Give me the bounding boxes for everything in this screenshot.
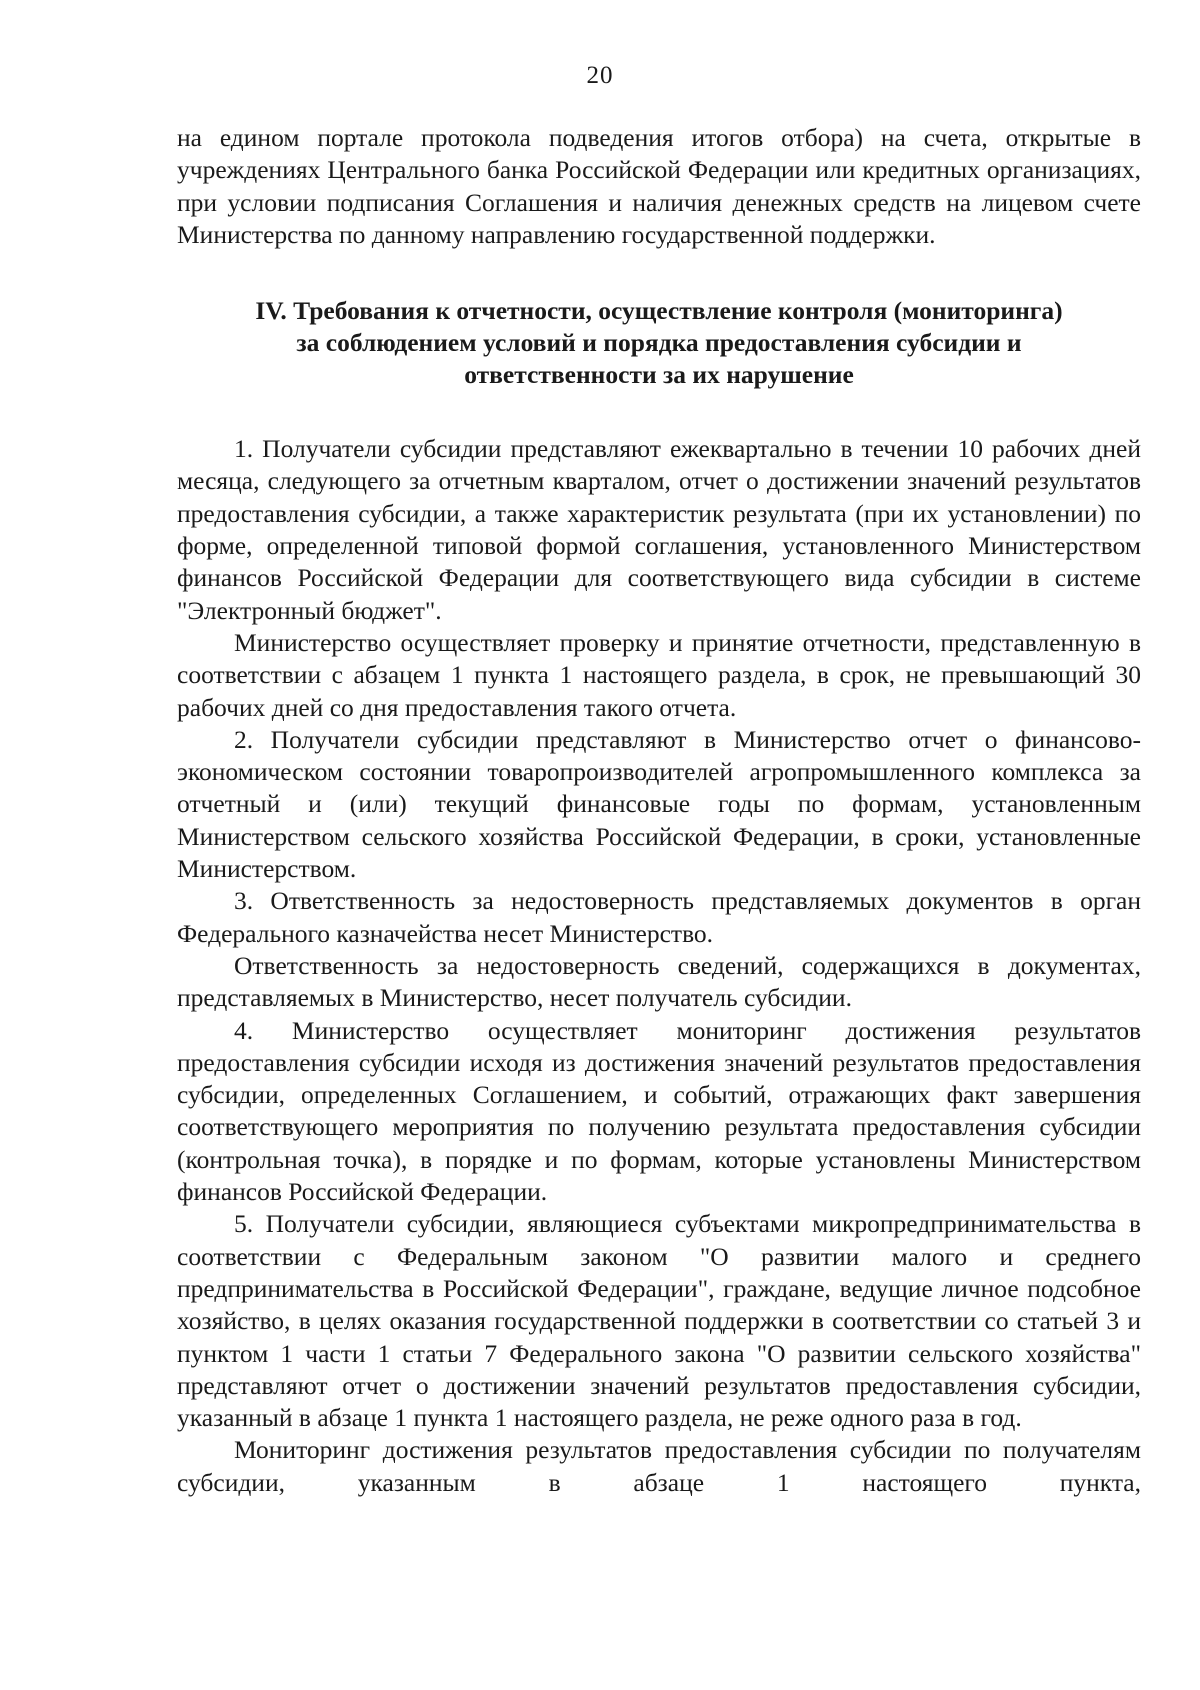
intro-paragraph: на едином портале протокола подведения итогов отбора) на счета, открытые в учреждениях Центрального банка Российской Федерации или кредитных организациях, при условии подписания Соглашения и наличия денежных средств на лицевом счете Министерства по данному направлению государственной поддержки. <box>177 123 1141 249</box>
paragraph-3-responsibility: Ответственность за недостоверность сведений, содержащихся в документах, представляемых в Министерство, несет получатель субсидии. <box>177 950 1141 1013</box>
section-heading-line-2: за соблюдением условий и порядка предоставления субсидии и <box>296 328 1022 358</box>
paragraph-5: 5. Получатели субсидии, являющиеся субъектами микропредпринимательства в соответствии с Федеральным законом "О развитии малого и среднего предпринимательства в Российской Федерации", граждане, ведущие личное подсобное хозяйство, в целях оказания государственной поддержки в соответствии со статьей 3 и пунктом 1 части 1 статьи 7 Федерального закона "О развитии сельского хозяйства" представляют отчет о достижении значений результатов предоставления субсидии, указанный в абзаце 1 пункта 1 настоящего раздела, не реже одного раза в год. <box>177 1209 1141 1433</box>
paragraph-2: 2. Получатели субсидии представляют в Министерство отчет о финансово-экономическом состоянии товаропроизводителей агропромышленного комплекса за отчетный и (или) текущий финансовые годы по формам, установленным Министерством сельского хозяйства Российской Федерации, в сроки, установленные Министерством. <box>177 724 1141 884</box>
paragraph-1: 1. Получатели субсидии представляют ежеквартально в течении 10 рабочих дней месяца, следующего за отчетным кварталом, отчет о достижении значений результатов предоставления субсидии, а также характеристик результата (при их установлении) по форме, определенной типовой формой соглашения, установленного Министерством финансов Российской Федерации для соответствующего вида субсидии в системе "Электронный бюджет". <box>177 434 1141 625</box>
paragraph-3: 3. Ответственность за недостоверность представляемых документов в орган Федерального казначейства несет Министерство. <box>177 886 1141 948</box>
section-heading-line-3: ответственности за их нарушение <box>464 360 854 390</box>
section-heading-line-1: IV. Требования к отчетности, осуществление контроля (мониторинга) <box>255 296 1063 326</box>
section-heading <box>177 295 1141 391</box>
paragraph-4: 4. Министерство осуществляет мониторинг достижения результатов предоставления субсидии исходя из достижения значений результатов предоставления субсидии, определенных Соглашением, и событий, отражающих факт завершения соответствующего мероприятия по получению результата предоставления субсидии (контрольная точка), в порядке и по формам, которые установлены Министерством финансов Российской Федерации. <box>177 1015 1141 1207</box>
paragraph-1-review: Министерство осуществляет проверку и принятие отчетности, представленную в соответствии с абзацем 1 пункта 1 настоящего раздела, в срок, не превышающий 30 рабочих дней со дня предоставления такого отчета. <box>177 627 1141 722</box>
paragraph-5-monitoring: Мониторинг достижения результатов предоставления субсидии по получателям субсидии, указанным в абзаце 1 настоящего пункта, <box>177 1435 1141 1497</box>
page-number: 20 <box>586 62 614 89</box>
document-body <box>177 122 1141 1499</box>
